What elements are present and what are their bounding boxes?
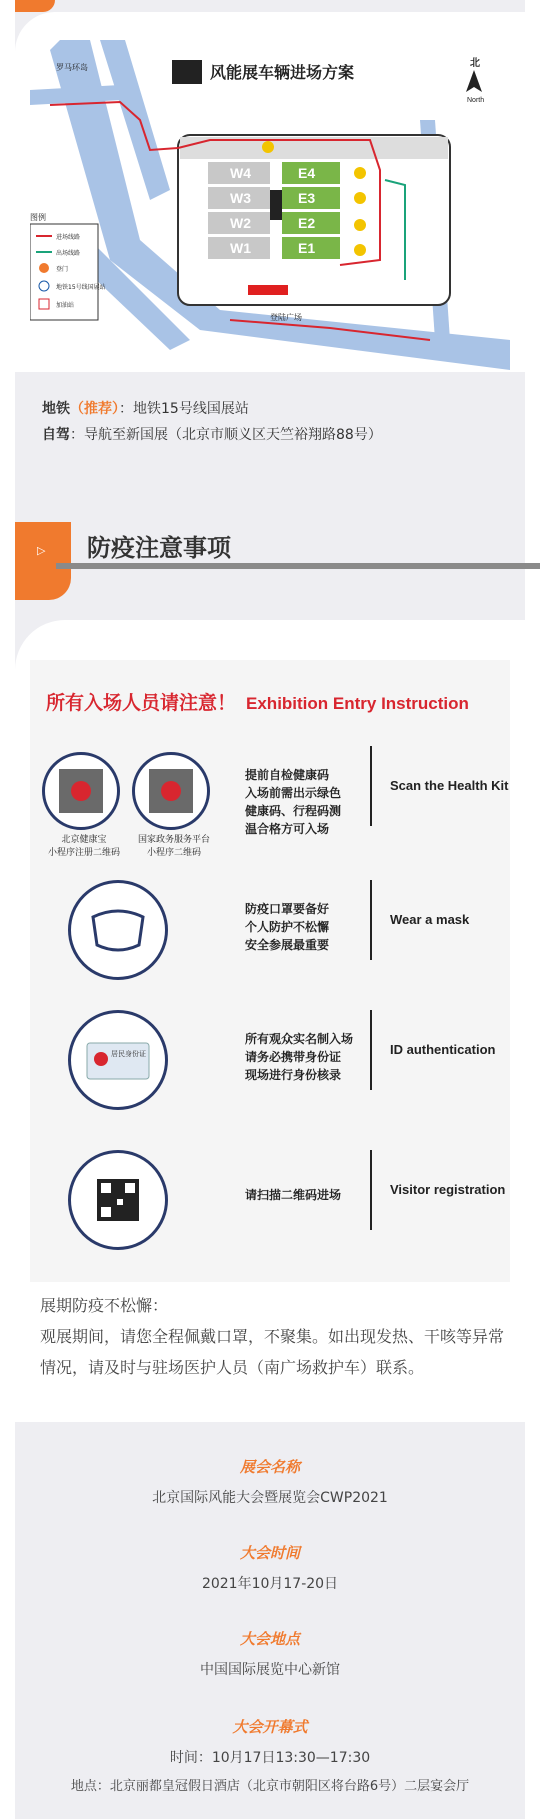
parking-icon — [262, 141, 274, 153]
hall-label-e1: E1 — [298, 240, 316, 256]
hall-label-w2: W2 — [230, 215, 251, 231]
hall-label-e4: E4 — [298, 165, 316, 181]
plaza-label: 登陆广场 — [270, 313, 302, 322]
legend-gate-icon — [39, 263, 49, 273]
road-label: 罗马环岛 — [56, 63, 88, 72]
instruction-row-register — [30, 1150, 510, 1260]
info-place-label: 大会地点 — [239, 1630, 300, 1648]
venue-map — [30, 40, 510, 380]
info-opening — [15, 1716, 525, 1794]
metro-label: 地铁 — [42, 401, 70, 417]
legend-item: 登门 — [56, 266, 69, 273]
instruction-title — [46, 688, 469, 715]
qr-code-icon — [42, 752, 120, 830]
row-cn-text: 请扫描二维码进场 — [245, 1188, 342, 1202]
drive-label: 自驾 — [42, 427, 70, 443]
health-qr-svg — [45, 755, 117, 827]
legend-title: 图例 — [30, 213, 46, 222]
instruction-title-cn: 所有入场人员请注意！ — [46, 692, 237, 714]
central-hub — [270, 190, 282, 220]
id-card-svg — [71, 1013, 165, 1107]
info-opening-time: 时间：10月17日13:30—17:30 — [169, 1750, 371, 1766]
register-qr-svg — [71, 1153, 165, 1247]
section-tab-accent — [15, 0, 55, 12]
hall-label-e2: E2 — [298, 215, 316, 231]
transport-info — [42, 396, 382, 448]
info-opening-label: 大会开幕式 — [232, 1718, 308, 1736]
north-label: 北 — [470, 58, 480, 69]
metro-text: ：地铁15号线国展站 — [119, 401, 249, 417]
info-name — [15, 1456, 525, 1507]
qr-code-icon — [68, 1150, 168, 1250]
section-title: 防疫注意事项 — [87, 534, 231, 562]
row-cn-text: 防疫口罩要备好 个人防护不松懈 安全参展最重要 — [245, 902, 330, 952]
notice-body: 观展期间，请您全程佩戴口罩，不聚集。如出现发热、干咳等异常情况，请及时与驻场医护人员（南广场救护车）联系。 — [40, 1327, 505, 1377]
qr-code-icon — [132, 752, 210, 830]
id-card-text: 居民身份证 — [111, 1050, 146, 1058]
legend-item: 加油站 — [56, 302, 75, 309]
play-icon: ▷ — [37, 544, 46, 557]
hall-label-w1: W1 — [230, 240, 251, 256]
section-tab — [15, 522, 71, 600]
hall-label-w3: W3 — [230, 190, 251, 206]
north-arrow-icon — [466, 70, 482, 92]
metro-line — [42, 396, 382, 422]
row-cn-text: 所有观众实名制入场 请务必携带身份证 现场进行身份核录 — [245, 1032, 354, 1082]
cwp-logo — [172, 60, 202, 84]
section-divider — [56, 563, 540, 569]
info-time-value: 2021年10月17-20日 — [201, 1576, 339, 1592]
instruction-row-id — [30, 1010, 510, 1120]
notice-title: 展期防疫不松懈： — [40, 1296, 169, 1315]
north-en-label: North — [467, 97, 485, 104]
gov-qr-svg — [135, 755, 207, 827]
info-time — [15, 1542, 525, 1593]
instruction-row-mask — [30, 880, 510, 990]
row-cn-text: 提前自检健康码 入场前需出示绿色 健康码、行程码测 温合格方可入场 — [245, 768, 342, 836]
hall-label-w4: W4 — [230, 165, 251, 181]
entry-instruction-poster — [30, 660, 510, 1282]
venue-map-svg — [30, 40, 510, 380]
legend-item: 出场线路 — [56, 250, 81, 257]
legend-item: 地铁15号线国展站 — [56, 284, 106, 291]
qr2-caption: 国家政务服务平台 小程序二维码 — [137, 835, 210, 858]
row-divider — [370, 880, 372, 960]
event-info — [15, 1422, 525, 1819]
mask-icon — [68, 880, 168, 980]
parking-icon — [354, 167, 366, 179]
drive-text: ：导航至新国展（北京市顺义区天竺裕翔路88号） — [70, 427, 382, 443]
row-en-text: Visitor registration — [390, 1182, 506, 1197]
info-place-value: 中国国际展览中心新馆 — [200, 1662, 340, 1678]
row-en-text: Scan the Health Kit — [390, 778, 509, 793]
info-opening-place: 地点：北京丽都皇冠假日酒店（北京市朝阳区将台路6号）二层宴会厅 — [70, 1779, 470, 1794]
info-name-label: 展会名称 — [239, 1458, 300, 1476]
notice-text — [40, 1290, 510, 1383]
row-divider — [370, 746, 372, 826]
id-card-icon — [68, 1010, 168, 1110]
info-place — [15, 1628, 525, 1679]
entry-red-block — [248, 285, 288, 295]
parking-icon — [354, 219, 366, 231]
instruction-row-health — [30, 746, 510, 856]
mask-svg — [71, 883, 165, 977]
map-title: 风能展车辆进场方案 — [210, 63, 355, 82]
hall-label-e3: E3 — [298, 190, 316, 206]
metro-recommend: （推荐） — [70, 401, 119, 417]
row-divider — [370, 1010, 372, 1090]
instruction-title-en: Exhibition Entry Instruction — [246, 694, 469, 713]
parking-icon — [354, 192, 366, 204]
legend-item: 进场线路 — [56, 234, 81, 241]
qr1-caption: 北京健康宝 小程序注册二维码 — [47, 835, 120, 858]
info-time-label: 大会时间 — [239, 1544, 300, 1562]
parking-icon — [354, 244, 366, 256]
row-en-text: ID authentication — [390, 1042, 496, 1057]
row-en-text: Wear a mask — [390, 912, 470, 927]
info-name-value: 北京国际风能大会暨展览会CWP2021 — [152, 1490, 388, 1506]
row-divider — [370, 1150, 372, 1230]
epidemic-section-header — [15, 470, 525, 620]
drive-line — [42, 422, 382, 448]
